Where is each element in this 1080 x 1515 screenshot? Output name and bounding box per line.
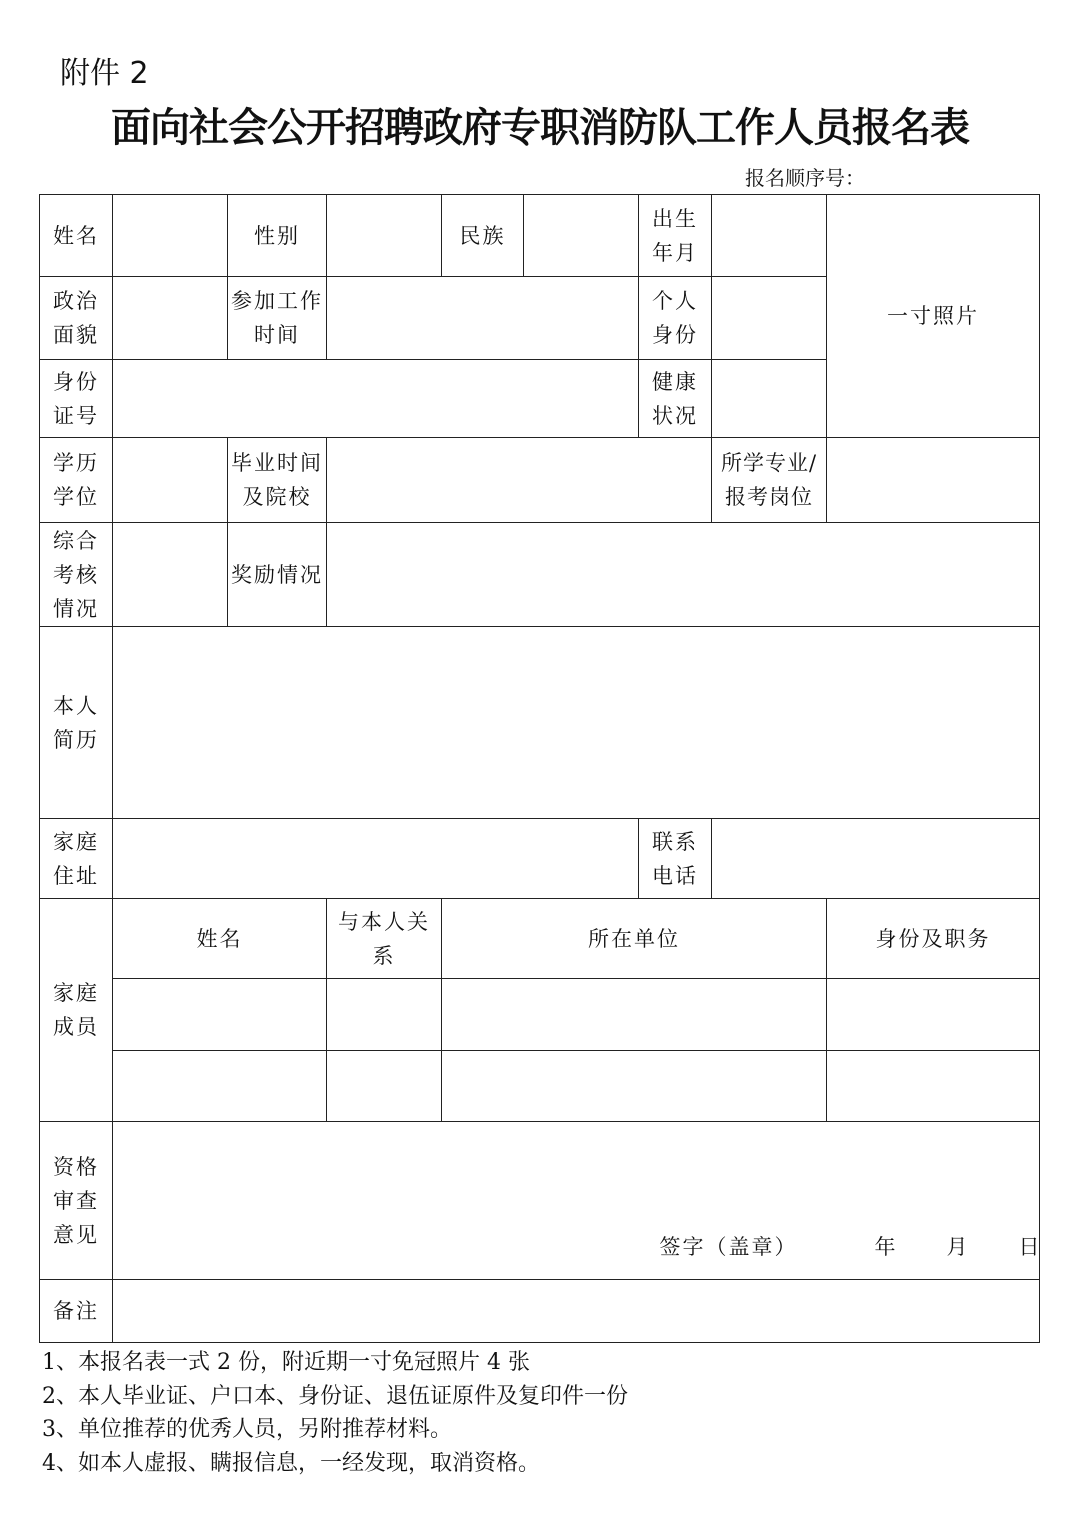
family-relation-cell bbox=[327, 1051, 442, 1122]
birth-cell bbox=[712, 195, 827, 277]
political-cell bbox=[113, 277, 228, 360]
photo-box: 一寸照片 bbox=[827, 195, 1040, 438]
note-item: 1、本报名表一式 2 份，附近期一寸免冠照片 4 张 bbox=[42, 1350, 530, 1375]
day-label: 日 bbox=[1018, 1235, 1042, 1259]
registration-form-table bbox=[39, 194, 1040, 1343]
resume-label: 本人 简历 bbox=[40, 627, 113, 819]
ethnicity-cell bbox=[524, 195, 639, 277]
ethnicity-label: 民族 bbox=[442, 195, 524, 277]
birth-label: 出生 年月 bbox=[639, 195, 712, 277]
family-header-position: 身份及职务 bbox=[827, 899, 1040, 979]
family-label: 家庭 成员 bbox=[40, 899, 113, 1122]
family-row bbox=[40, 979, 1040, 1051]
health-label: 健康 状况 bbox=[639, 360, 712, 438]
major-cell bbox=[827, 438, 1040, 523]
attachment-label: 附件 2 bbox=[60, 56, 149, 91]
phone-cell bbox=[712, 819, 1040, 899]
political-label: 政治 面貌 bbox=[40, 277, 113, 360]
gender-cell bbox=[327, 195, 442, 277]
signature-label: 签字（盖章） bbox=[659, 1235, 798, 1259]
awards-label: 奖励情况 bbox=[228, 523, 327, 627]
phone-label: 联系 电话 bbox=[639, 819, 712, 899]
review-cell bbox=[113, 1122, 1040, 1280]
id-number-cell bbox=[113, 360, 639, 438]
family-header-relation: 与本人关 系 bbox=[327, 899, 442, 979]
note-item: 2、本人毕业证、户口本、身份证、退伍证原件及复印件一份 bbox=[42, 1383, 628, 1409]
family-relation-cell bbox=[327, 979, 442, 1051]
name-label: 姓名 bbox=[40, 195, 113, 277]
resume-cell bbox=[113, 627, 1040, 819]
address-cell bbox=[113, 819, 639, 899]
work-start-label: 参加工作 时间 bbox=[228, 277, 327, 360]
name-cell bbox=[113, 195, 228, 277]
major-label: 所学专业/ 报考岗位 bbox=[712, 438, 827, 523]
signature-line bbox=[659, 1196, 1042, 1264]
remarks-cell bbox=[113, 1280, 1040, 1343]
month-label: 月 bbox=[946, 1235, 970, 1259]
assessment-label: 综合 考核 情况 bbox=[40, 523, 113, 627]
education-label: 学历 学位 bbox=[40, 438, 113, 523]
graduation-label: 毕业时间 及院校 bbox=[228, 438, 327, 523]
assessment-cell bbox=[113, 523, 228, 627]
family-name-cell bbox=[113, 1051, 327, 1122]
work-start-cell bbox=[327, 277, 639, 360]
family-position-cell bbox=[827, 979, 1040, 1051]
review-label: 资格 审查 意见 bbox=[40, 1122, 113, 1280]
id-number-label: 身份 证号 bbox=[40, 360, 113, 438]
family-row bbox=[40, 1051, 1040, 1122]
family-employer-cell bbox=[442, 979, 827, 1051]
family-header-employer: 所在单位 bbox=[442, 899, 827, 979]
gender-label: 性别 bbox=[228, 195, 327, 277]
year-label: 年 bbox=[874, 1235, 898, 1259]
education-cell bbox=[113, 438, 228, 523]
awards-cell bbox=[327, 523, 1040, 627]
family-name-cell bbox=[113, 979, 327, 1051]
family-header-name: 姓名 bbox=[113, 899, 327, 979]
note-item: 3、单位推荐的优秀人员，另附推荐材料。 bbox=[42, 1417, 452, 1442]
notes bbox=[42, 1346, 628, 1480]
page-title: 面向社会公开招聘政府专职消防队工作人员报名表 bbox=[111, 104, 969, 151]
identity-label: 个人 身份 bbox=[639, 277, 712, 360]
note-item: 4、如本人虚报、瞒报信息，一经发现，取消资格。 bbox=[42, 1450, 540, 1476]
identity-cell bbox=[712, 277, 827, 360]
serial-number-label: 报名顺序号： bbox=[745, 166, 865, 190]
remarks-label: 备注 bbox=[40, 1280, 113, 1343]
health-cell bbox=[712, 360, 827, 438]
family-position-cell bbox=[827, 1051, 1040, 1122]
family-employer-cell bbox=[442, 1051, 827, 1122]
address-label: 家庭 住址 bbox=[40, 819, 113, 899]
graduation-cell bbox=[327, 438, 712, 523]
